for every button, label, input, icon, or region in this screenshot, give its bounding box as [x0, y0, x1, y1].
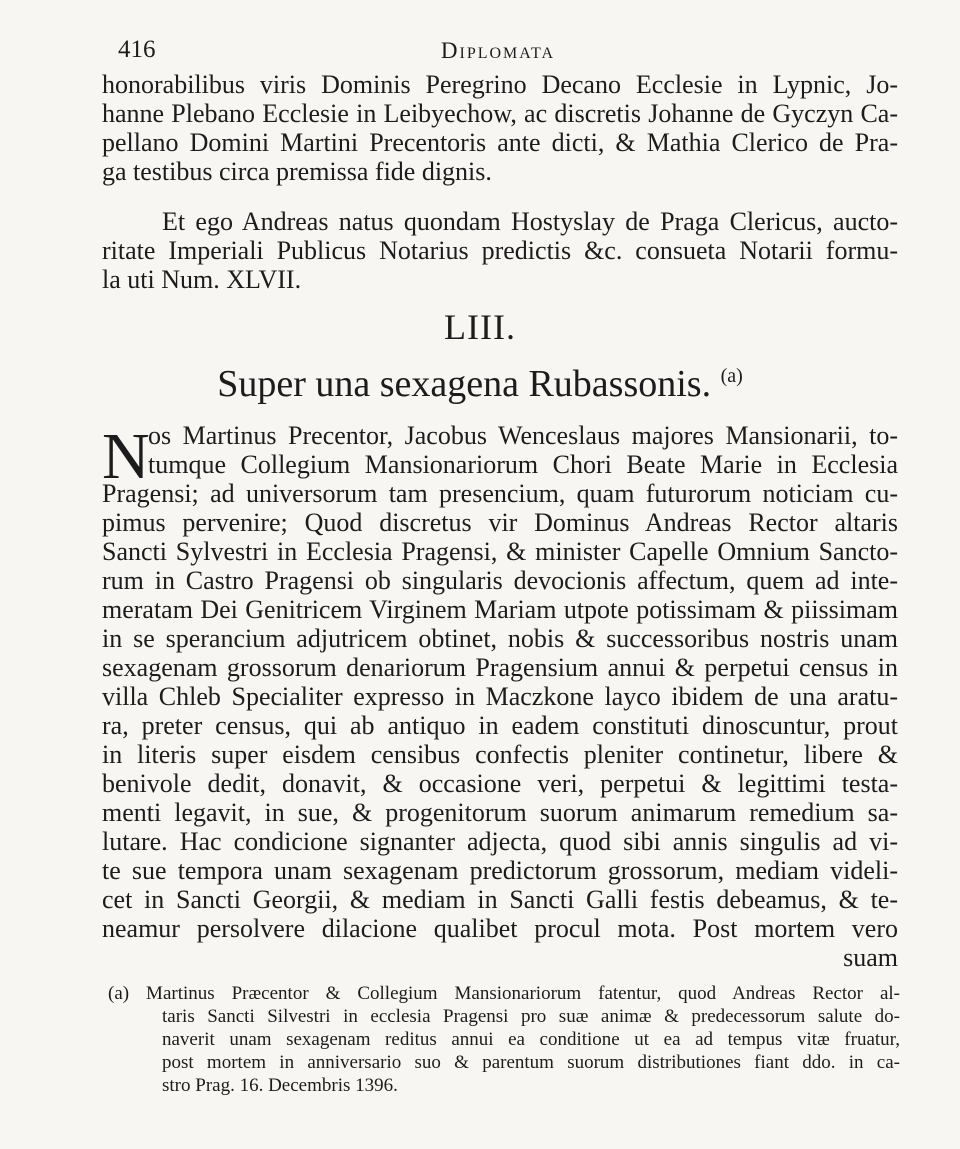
text-line: meratam Dei Genitricem Virginem Mariam utpote potissimam & piissimam: [102, 595, 898, 624]
footnote: [108, 982, 900, 1097]
text-line: ra, preter census, qui ab antiquo in eadem constituti dinoscuntur, prout: [102, 711, 898, 740]
text-line: cet in Sancti Georgii, & mediam in Sancti Galli festis debeamus, & te-: [102, 885, 898, 914]
running-title: Diplomata: [440, 38, 556, 63]
text-line: Et ego Andreas natus quondam Hostyslay de Praga Clericus, aucto-: [162, 207, 898, 236]
intro-paragraph: [102, 70, 898, 186]
document-title: [0, 362, 960, 406]
footnote-line: post mortem in anniversario suo & parentum suorum distributiones fiant ddo. in ca-: [162, 1052, 900, 1073]
footnote-line: naverit unam sexagenam reditus annui ea conditione ut ea ad tempus vitæ fruatur,: [162, 1029, 900, 1050]
text-line: rum in Castro Pragensi ob singularis devocionis affectum, quem ad inte-: [102, 566, 898, 595]
text-line: la uti Num. XLVII.: [102, 265, 302, 294]
text-line: honorabilibus viris Dominis Peregrino Decano Ecclesie in Lypnic, Jo-: [102, 70, 898, 99]
text-line: lutare. Hac condicione signanter adjecta, quod sibi annis singulis ad vi-: [102, 827, 898, 856]
running-head: [96, 36, 900, 66]
text-line: in se sperancium adjutricem obtinet, nobis & successoribus nostris unam: [102, 624, 898, 653]
text-line: pimus pervenire; Quod discretus vir Dominus Andreas Rector altaris: [102, 508, 898, 537]
text-line: Pragensi; ad universorum tam presencium, quam futurorum noticiam cu-: [102, 479, 898, 508]
document-number: LIII.: [444, 307, 516, 347]
catchword: suam: [843, 943, 898, 972]
text-line: in literis super eisdem censibus confectis pleniter continetur, libere &: [102, 740, 898, 769]
text-line: sexagenam grossorum denariorum Pragensium annui & perpetui census in: [102, 653, 898, 682]
text-line: neamur persolvere dilacione qualibet procul mota. Post mortem vero: [102, 914, 898, 943]
document-title-text: Super una sexagena Rubassonis.: [217, 363, 712, 405]
text-line: menti legavit, in sue, & progenitorum suorum animarum remedium sa-: [102, 798, 898, 827]
text-line: ritate Imperiali Publicus Notarius predictis &c. consueta Notarii formu-: [102, 236, 898, 265]
page-number: 416: [118, 36, 156, 63]
text-line: Sancti Sylvestri in Ecclesia Pragensi, & minister Capelle Omnium Sancto-: [102, 537, 898, 566]
footnote-reference: (a): [720, 365, 743, 387]
text-line: villa Chleb Specialiter expresso in Maczkone layco ibidem de una aratu-: [102, 682, 898, 711]
text-line: tumque Collegium Mansionariorum Chori Beate Marie in Ecclesia: [148, 450, 898, 479]
text-line: hanne Plebano Ecclesie in Leibyechow, ac discretis Johanne de Gyczyn Ca-: [102, 99, 898, 128]
text-line: ga testibus circa premissa fide dignis.: [102, 157, 492, 186]
text-line: os Martinus Precentor, Jacobus Wenceslaus majores Mansionarii, to-: [148, 421, 898, 450]
footnote-line: taris Sancti Silvestri in ecclesia Pragensi pro suæ animæ & predecessorum salute do-: [162, 1006, 900, 1027]
charter-text: [102, 421, 898, 972]
footnote-line: stro Prag. 16. Decembris 1396.: [162, 1075, 398, 1096]
text-line: benivole dedit, donavit, & occasione veri, perpetui & legittimi testa-: [102, 769, 898, 798]
text-line: pellano Domini Martini Precentoris ante dicti, & Mathia Clerico de Pra-: [102, 128, 898, 157]
drop-cap: N: [102, 420, 150, 493]
footnote-line: (a) Martinus Præcentor & Collegium Mansionariorum fatentur, quod Andreas Rector al-: [108, 983, 900, 1004]
notary-paragraph: [102, 207, 898, 294]
text-line: te sue tempora unam sexagenam predictorum grossorum, mediam videli-: [102, 856, 898, 885]
